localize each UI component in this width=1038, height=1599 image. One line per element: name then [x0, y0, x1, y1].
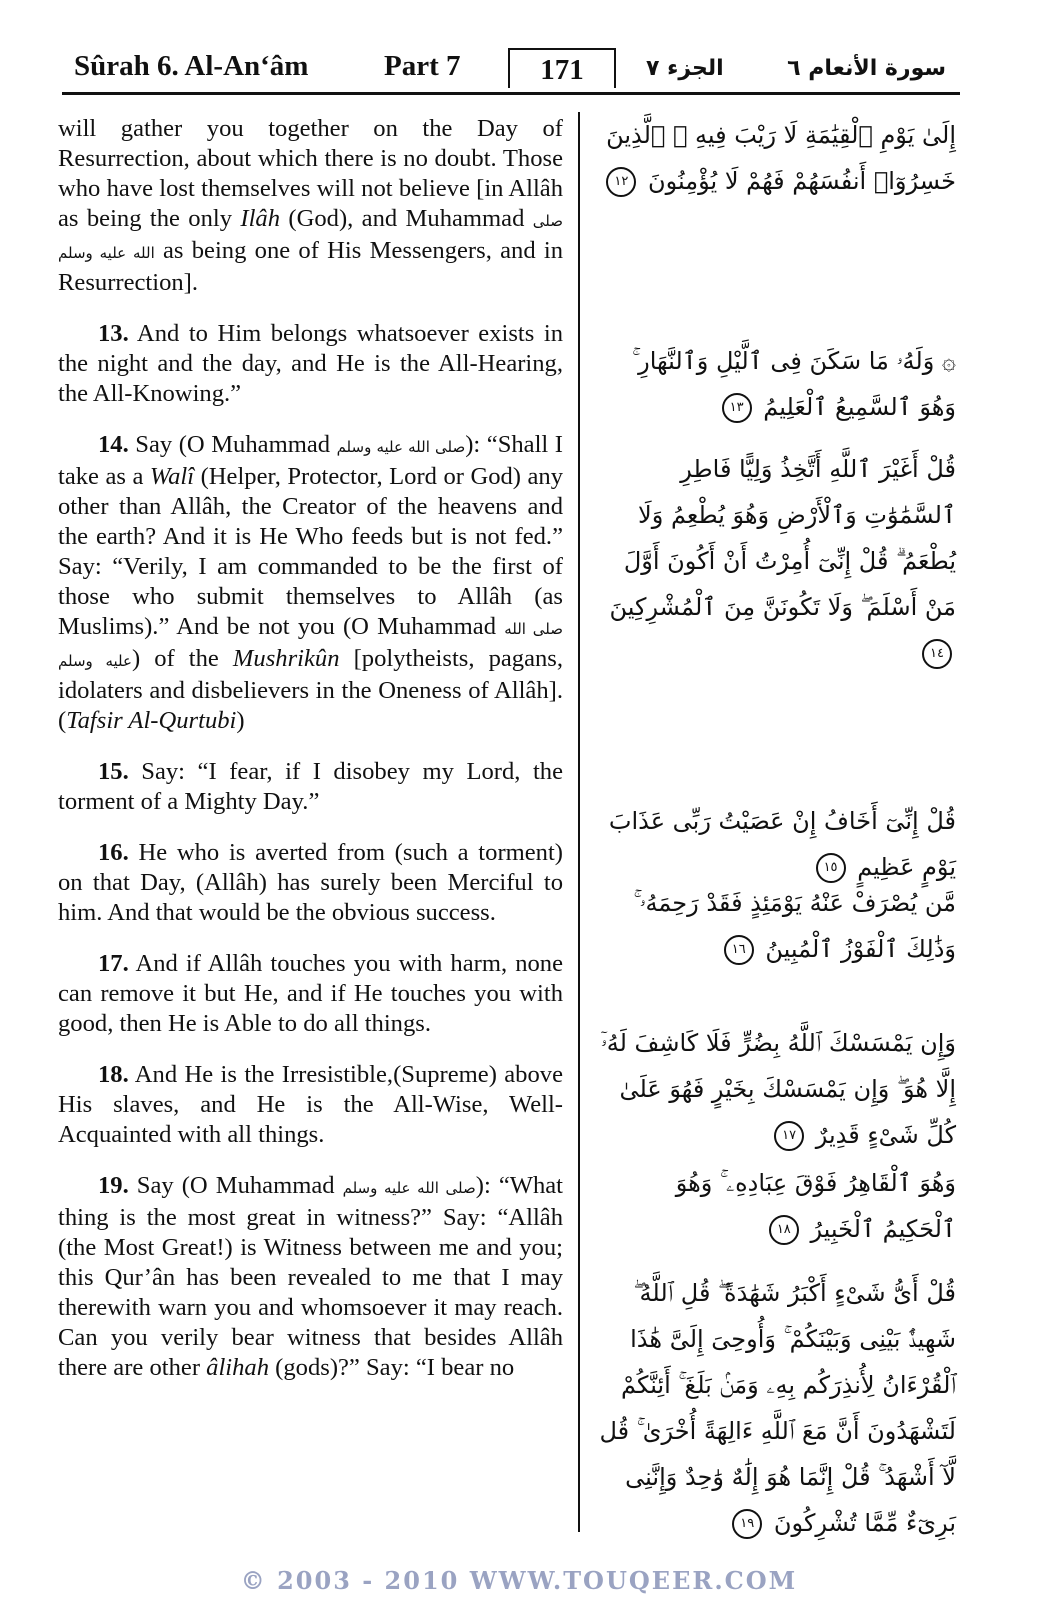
verse-number: 17. [98, 950, 129, 977]
translation-paragraph: 17. And if Allâh touches you with harm, none can remove it but He, and if He touches you with good, then He is Able to do all things. [58, 950, 563, 1037]
salutation-mark: صلى الله عليه وسلم [336, 438, 466, 456]
juz-label-arabic: الجزء ٧ [646, 56, 724, 81]
salutation-mark: صلى الله عليه وسلم [58, 620, 563, 670]
verse-number: 18. [98, 1061, 129, 1088]
verse-number: 19. [98, 1172, 129, 1199]
verse-number: 16. [98, 839, 129, 866]
copyright-footer: © 2003 - 2010 WWW.TOUQEER.COM [240, 1566, 798, 1595]
arabic-verse: قُلْ أَىُّ شَىْءٍ أَكْبَرُ شَهَٰدَةً ۖ قُلِ ٱللَّهُ ۖ شَهِيدٌۢ بَيْنِى وَبَيْنَكُمْ ۚ وَأُوحِىَ إِلَىَّ هَٰذَا ٱلْقُرْءَانُ لِأُنذِرَكُم بِهِۦ وَمَنۢ بَلَغَ ۚ أَئِنَّكُمْ لَتَشْهَدُونَ أَنَّ مَعَ ٱللَّهِ ءَالِهَةً أُخْرَىٰ ۚ قُل لَّآ أَشْهَدُ ۚ قُلْ إِنَّمَا هُوَ إِلَٰهٌ وَٰحِدٌ وَإِنَّنِى بَرِىٓءٌ مِّمَّا تُشْرِكُونَ ١٩ [599, 1279, 956, 1537]
column-divider [578, 112, 580, 1532]
ayah-marker: ١٣ [722, 393, 752, 423]
arabic-verse: ۞ وَلَهُۥ مَا سَكَنَ فِى ٱلَّيْلِ وَٱلنَّهَارِ ۚ وَهُوَ ٱلسَّمِيعُ ٱلْعَلِيمُ ١٣ [632, 347, 956, 421]
surah-title: Sûrah 6. Al-An‘âm [74, 50, 309, 82]
translation-paragraph: 19. Say (O Muhammad صلى الله عليه وسلم): “What thing is the most great in witness?” Say: “Allâh (the Most Great!) is Witness between me and you; this Qur’ân has been revealed to me that I may therewith warn you and whomsoever it may reach. Can you verily bear witness that besides Allâh there are other âlihah (gods)?” Say: “I bear no [58, 1172, 563, 1381]
arabic-verse: قُلْ أَغَيْرَ ٱللَّهِ أَتَّخِذُ وَلِيًّا فَاطِرِ ٱلسَّمَٰوَٰتِ وَٱلْأَرْضِ وَهُوَ يُطْعِمُ وَلَا يُطْعَمُ ۗ قُلْ إِنِّىٓ أُمِرْتُ أَنْ أَكُونَ أَوَّلَ مَنْ أَسْلَمَ ۖ وَلَا تَكُونَنَّ مِنَ ٱلْمُشْرِكِينَ ١٤ [596, 446, 956, 676]
translation-paragraph: 14. Say (O Muhammad صلى الله عليه وسلم): “Shall I take as a Walî (Helper, Protector, Lord or God) any other than Allâh, the Creator of the heavens and the earth? And it is He Who feeds but is not fed.” Say: “Verily, I am commanded to be the first of those who submit themselves to Allâh (as Muslims).” And be not you (O Muhammad صلى الله عليه وسلم) of the Mushrikûn [polytheists, pagans, idolaters and disbelievers in the Oneness of Allâh]. (Tafsir Al-Qurtubi) [58, 431, 564, 734]
ayah-marker: ١٩ [732, 1509, 762, 1539]
arabic-verse: إِلَىٰ يَوْمِ ٱلْقِيَٰمَةِ لَا رَيْبَ فِيهِ ۚ ٱلَّذِينَ خَسِرُوٓا۟ أَنفُسَهُمْ فَهُمْ لَا يُؤْمِنُونَ ١٢ [606, 121, 956, 195]
page-header [62, 44, 960, 96]
salutation-mark: صلى الله عليه وسلم [342, 1179, 476, 1197]
ayah-marker: ١٧ [774, 1121, 804, 1151]
ayah-marker: ١٢ [606, 167, 636, 197]
verse-number: 14. [98, 431, 129, 458]
translation-paragraph: 15. Say: “I fear, if I disobey my Lord, the torment of a Mighty Day.” [58, 758, 563, 815]
translation-paragraph: will gather you together on the Day of Resurrection, about which there is no doubt. Those who have lost themselves will not believe [in Allâh as being the only Ilâh (God), and Muhammad صلى الله عليه وسلم as being one of His Messengers, and in Resurrection]. [58, 115, 563, 296]
header-rule [62, 92, 960, 95]
arabic-verse: وَهُوَ ٱلْقَاهِرُ فَوْقَ عِبَادِهِۦ ۚ وَهُوَ ٱلْحَكِيمُ ٱلْخَبِيرُ ١٨ [675, 1169, 956, 1243]
salutation-mark: صلى الله عليه وسلم [58, 212, 563, 262]
ayah-marker: ١٤ [922, 639, 952, 669]
ayah-marker: ١٦ [724, 935, 754, 965]
ayah-marker: ١٥ [816, 853, 846, 883]
verse-number: 13. [98, 320, 129, 347]
arabic-verse: وَإِن يَمْسَسْكَ ٱللَّهُ بِضُرٍّ فَلَا كَاشِفَ لَهُۥٓ إِلَّا هُوَ ۖ وَإِن يَمْسَسْكَ بِخَيْرٍ فَهُوَ عَلَىٰ كُلِّ شَىْءٍ قَدِيرٌ ١٧ [600, 1029, 956, 1149]
arabic-verse: قُلْ إِنِّىٓ أَخَافُ إِنْ عَصَيْتُ رَبِّى عَذَابَ يَوْمٍ عَظِيمٍ ١٥ [608, 807, 956, 881]
ayah-marker: ١٨ [769, 1215, 799, 1245]
verse-number: 15. [98, 758, 129, 785]
page-number: 171 [508, 48, 616, 88]
translation-paragraph: 18. And He is the Irresistible,(Supreme) above His slaves, and He is the All-Wise, Well-Acquainted with all things. [58, 1061, 563, 1148]
english-translation [58, 114, 563, 1404]
translation-paragraph: 13. And to Him belongs whatsoever exists in the night and the day, and He is the All-Hearing, the All-Knowing.” [58, 320, 563, 407]
surah-title-arabic: سورة الأنعام ٦ [787, 56, 946, 81]
part-label: Part 7 [384, 50, 461, 82]
translation-paragraph: 16. He who is averted from (such a torment) on that Day, (Allâh) has surely been Merciful to him. And that would be the obvious success. [58, 839, 563, 926]
arabic-verse: مَّن يُصْرَفْ عَنْهُ يَوْمَئِذٍ فَقَدْ رَحِمَهُۥ ۚ وَذَٰلِكَ ٱلْفَوْزُ ٱلْمُبِينُ ١٦ [633, 889, 956, 963]
